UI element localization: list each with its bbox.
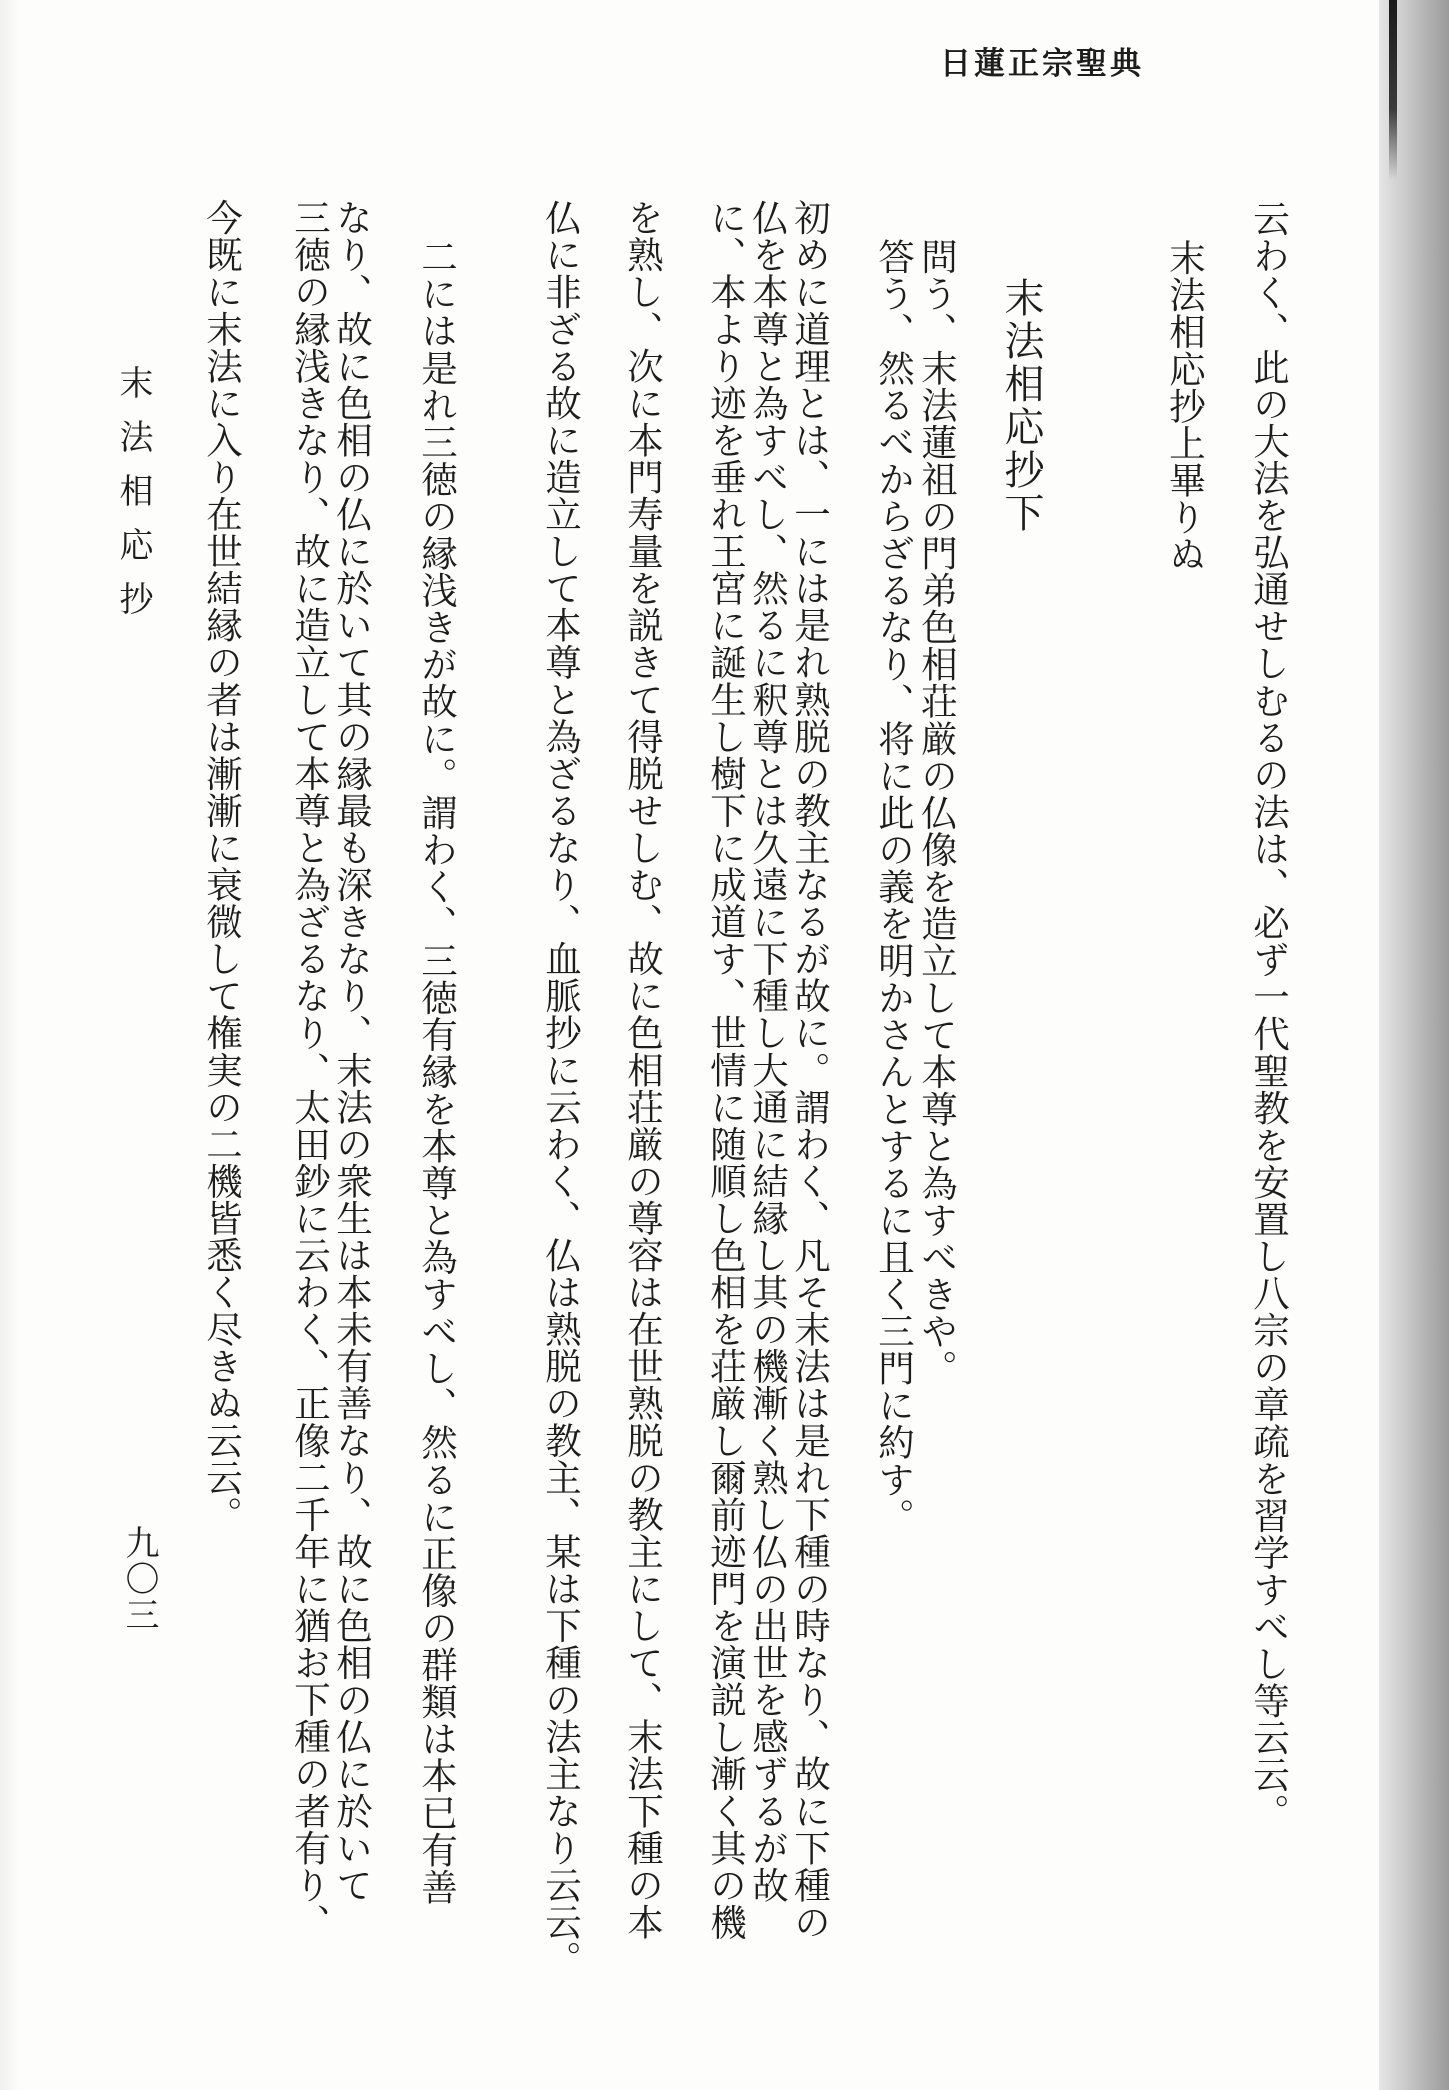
text-line-2-closing-note: 末法相応抄上畢りぬ [1163,239,1207,573]
text-line-body: なり、故に色相の仏に於いて其の縁最も深きなり、末法の衆生は本未有善なり、故に色相の仏に於いて [330,199,374,1904]
text-line-body: に、本より迹を垂れ王宮に誕生し樹下に成道す、世情に随順し色相を荘厳し爾前迹門を演説し漸く其の機 [704,199,748,1941]
page-edge-shadow [1379,0,1449,2090]
text-line-body: 仏を本尊と為すべし、然るに釈尊とは久遠に下種し大通に結縁し其の機漸く熟し仏の出世を感ずるが故 [746,199,790,1904]
text-line-answer: 答う、然るべからざるなり、将に此の義を明かさんとするに且く三門に約す。 [872,238,916,1535]
footer-title: 末法相応抄 [113,365,153,635]
section-title: 末法相応抄下 [998,277,1044,535]
text-line-question: 問う、末法蓮祖の門弟色相荘厳の仏像を造立して本尊と為すべきや。 [915,238,959,1387]
page-number: 九〇三 [119,1525,159,1633]
text-line-body: 仏に非ざる故に造立して本尊と為ざるなり、血脈抄に云わく、仏は熟脱の教主、某は下種の法主なり云云。 [539,199,583,1978]
text-line-body: を熟し、次に本門寿量を説きて得脱せしむ、故に色相荘厳の尊容は在世熟脱の教主にして、末法下種の本 [621,199,665,1941]
text-line-body: 三徳の縁浅きなり、故に造立して本尊と為ざるなり、太田鈔に云わく、正像二千年に猶お下種の者有り、 [288,199,332,1941]
running-header: 日蓮正宗聖典 [940,46,1144,82]
text-line-1: 云わく、此の大法を弘通せしむるの法は、必ず一代聖教を安置し八宗の章疏を習学すべし等云云。 [1247,200,1291,1831]
text-line-body: 今既に末法に入り在世結縁の者は漸漸に衰微して権実の二機皆悉く尽きぬ云云。 [200,199,244,1533]
binding-mark [1389,0,1397,180]
page-left-shadow [0,0,20,2090]
text-line-body: 二には是れ三徳の縁浅きが故に。謂わく、三徳有縁を本尊と為すべし、然るに正像の群類は本已有善 [415,238,459,1906]
text-line-body: 初めに道理とは、一には是れ熟脱の教主なるが故に。謂わく、凡そ末法は是れ下種の時なり、故に下種の [788,199,832,1941]
